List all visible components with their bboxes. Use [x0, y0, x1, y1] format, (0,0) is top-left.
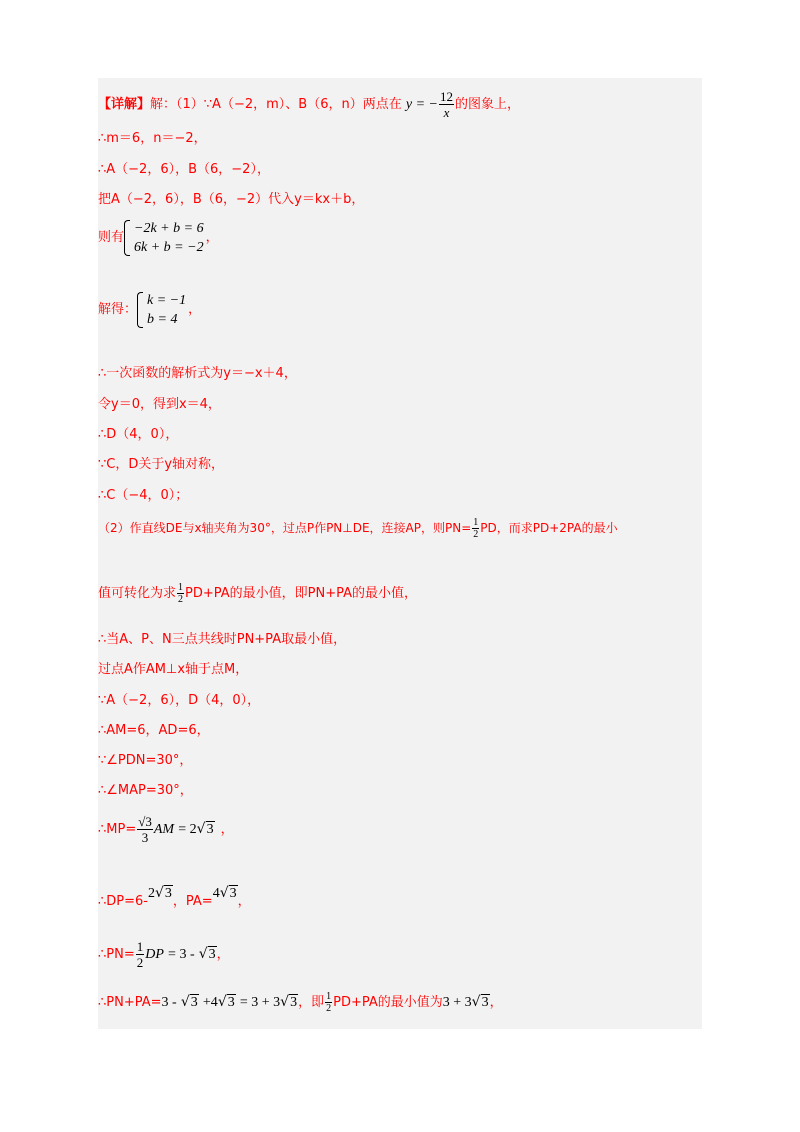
line-23: ∴PN+PA=3 - √3 +4√3 = 3 + 3√3，即 $\frac{1}{2}$ PD+PA的最小值为3 + 3√3， — [98, 991, 503, 1014]
sqrt-icon: √ — [217, 994, 227, 1010]
line-text: PD+PA的最小值为 — [333, 995, 443, 1010]
sqrt: √3 — [280, 994, 298, 1010]
line-2: ∴m＝6，n＝−2， — [98, 131, 207, 146]
sqrt-icon: √ — [180, 994, 190, 1010]
line-16: ∵A（−2，6），D（4，0）， — [98, 693, 261, 708]
sqrt-icon: √ — [154, 885, 164, 901]
line-11: ∴C（−4，0）； — [98, 488, 189, 503]
fraction: $\frac{1}{2}$ — [473, 517, 479, 540]
sqrt: √3 — [217, 994, 235, 1010]
equation-system: k = −1 b = 4 — [137, 291, 186, 329]
line-text: （2）作直线DE与x轴夹角为30°，过点P作PN⊥DE，连接AP，则PN= — [98, 521, 472, 535]
line-4: 把A（−2，6），B（6，−2）代入y＝kx＋b， — [98, 192, 365, 207]
sqrt-icon: √ — [471, 994, 481, 1010]
line-text: ∴DP=6- — [98, 894, 148, 909]
fraction: $\frac{√3}{3}$ — [138, 814, 152, 845]
line-text: ， — [216, 947, 230, 962]
line-15: 过点A作AM⊥x轴于点M， — [98, 662, 249, 677]
line-text: ， — [188, 302, 202, 317]
line-17: ∴AM=6，AD=6， — [98, 723, 210, 738]
fraction: $\frac{1}{2}$ — [178, 582, 184, 605]
sqrt: √3 — [196, 821, 214, 837]
brace-icon — [124, 220, 130, 256]
sqrt-icon: √ — [198, 946, 208, 962]
detail-label: 【详解】 — [98, 97, 151, 112]
line-19: ∴∠MAP=30°， — [98, 783, 193, 798]
sqrt: √3 — [198, 946, 216, 962]
line-text: 则有 — [98, 230, 125, 245]
line-13 — [98, 582, 417, 605]
line-text: ， — [237, 894, 251, 909]
line-22: ∴PN= $\frac{1}{2}$ DP = 3 - √3， — [98, 939, 230, 970]
line-text: PD，而求PD+2PA的最小 — [480, 521, 618, 535]
line-7: ∴一次函数的解析式为y＝−x＋4， — [98, 366, 297, 381]
line-20: ∴MP= $\frac{√3}{3}$ AM = 2√3 ， — [98, 814, 234, 845]
line-text: ，PA= — [172, 894, 213, 909]
line-18: ∵∠PDN=30°， — [98, 753, 193, 768]
line-6 — [98, 291, 201, 329]
fraction: $\frac{1}{2}$ — [326, 991, 332, 1014]
sqrt: √3 — [154, 885, 172, 901]
line-5 — [98, 219, 219, 257]
line-text: 解得： — [98, 302, 138, 317]
line-14: ∴当A、P、N三点共线时PN+PA取最小值， — [98, 632, 347, 647]
line-10: ∵C，D关于y轴对称， — [98, 457, 225, 472]
line-text: PD+PA的最小值，即PN+PA的最小值， — [185, 586, 418, 601]
line-1 — [98, 89, 520, 120]
sqrt: √3 — [180, 994, 198, 1010]
line-8: 令y＝0，得到x＝4， — [98, 397, 221, 412]
line-21: ∴DP=6-2√3，PA=4√3， — [98, 885, 251, 909]
sqrt: √3 — [471, 994, 489, 1010]
sqrt-icon: √ — [219, 885, 229, 901]
line-text: ， — [489, 995, 503, 1010]
line-text: ，即 — [298, 995, 325, 1010]
brace-icon — [137, 292, 143, 328]
line-text: ∴PN+PA= — [98, 995, 162, 1010]
fraction: $\frac{12}{x}$ — [439, 89, 453, 120]
line-9: ∴D（4，0）， — [98, 427, 179, 442]
line-text: 值可转化为求 — [98, 586, 177, 601]
line-text: 的图象上， — [454, 97, 520, 112]
sqrt-icon: √ — [280, 994, 290, 1010]
sqrt: √3 — [219, 885, 237, 901]
sqrt-icon: √ — [196, 821, 206, 837]
line-3: ∴A（−2，6），B（6，−2）， — [98, 162, 270, 177]
equation-system: −2k + b = 6 6k + b = −2 — [124, 219, 204, 257]
fraction: $\frac{1}{2}$ — [136, 939, 144, 970]
line-12 — [98, 517, 618, 540]
line-text: ∴PN= — [98, 947, 135, 962]
line-text: ， — [220, 822, 234, 837]
equation: y = − — [405, 97, 438, 112]
line-text: ， — [205, 230, 219, 245]
line-text: ∴MP= — [98, 822, 137, 837]
line-text: 解：（1）∵A（−2，m）、B（6，n）两点在 — [150, 97, 402, 112]
